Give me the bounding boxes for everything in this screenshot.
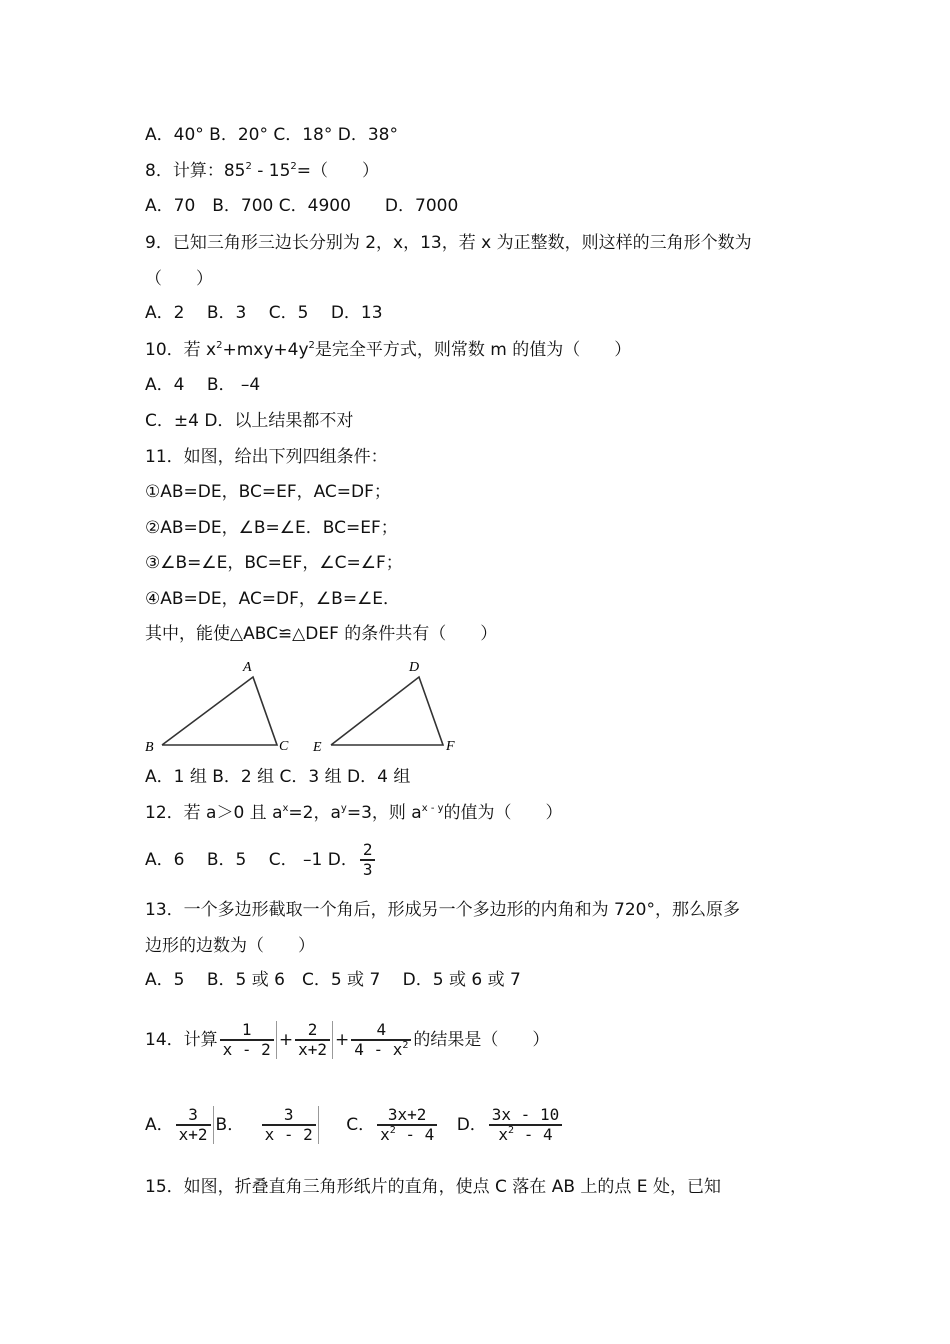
q11-condition-3: ③∠B=∠E，BC=EF，∠C=∠F； xyxy=(145,553,403,573)
fraction-numerator: 4 xyxy=(376,1020,387,1039)
q11-options: A．1 组 B．2 组 C．3 组 D．4 组 xyxy=(145,767,411,787)
exponent: 2 xyxy=(290,161,297,172)
option-a-label: A． xyxy=(145,1115,174,1135)
q12-text-a: 12．若 a＞0 且 a xyxy=(145,803,283,823)
q8-text-c: =（ ） xyxy=(296,161,380,181)
q14-fraction-1 xyxy=(220,1021,277,1059)
q8-stem xyxy=(145,160,379,182)
exponent: 2 xyxy=(308,340,315,351)
option-b-fraction xyxy=(262,1106,319,1144)
q9-options: A．2 B．3 C．5 D．13 xyxy=(145,303,383,323)
q7-options: A．40° B．20° C．18° D．38° xyxy=(145,125,398,145)
label-a: A xyxy=(243,660,252,675)
exponent: 2 xyxy=(508,1125,515,1136)
triangle-abc xyxy=(145,660,289,755)
q11-question: 其中，能使△ABC≌△DEF 的条件共有（ ） xyxy=(145,624,498,644)
q8-options: A．70 B．700 C．4900 D．7000 xyxy=(145,196,459,216)
triangle-def xyxy=(312,660,455,755)
q12-stem xyxy=(145,802,563,824)
exponent-y: y xyxy=(340,803,347,814)
q14-options xyxy=(145,1100,564,1150)
fraction-denominator: x - 2 xyxy=(220,1039,274,1059)
fraction-denominator xyxy=(377,1124,437,1144)
label-f: F xyxy=(446,739,455,754)
fraction-two-thirds xyxy=(360,841,376,879)
q13-stem-2: 边形的边数为（ ） xyxy=(145,936,315,956)
q8-text-a: 8．计算：85 xyxy=(145,161,246,181)
fraction-numerator: 3x - 10 xyxy=(491,1105,560,1124)
fraction-numerator: 2 xyxy=(307,1020,318,1039)
fraction-denominator: 3 xyxy=(360,859,376,879)
fraction-numerator: 3 xyxy=(188,1105,198,1124)
den-text: 4 - x xyxy=(354,1040,403,1059)
exponent-x-minus-y: x - y xyxy=(421,803,444,814)
q10-options-1: A．4 B． –4 xyxy=(145,375,261,395)
q14-fraction-2 xyxy=(295,1021,333,1059)
q10-options-2: C．±4 D．以上结果都不对 xyxy=(145,411,354,431)
q12-text-d: 的值为（ ） xyxy=(443,803,563,823)
q14-stem xyxy=(145,1018,549,1062)
q10-text-c: 是完全平方式，则常数 m 的值为（ ） xyxy=(314,340,632,360)
label-c: C xyxy=(279,739,289,754)
q12-text-c: =3，则 a xyxy=(346,803,422,823)
q9-paren: （ ） xyxy=(145,269,213,289)
q13-options: A．5 B．5 或 6 C．5 或 7 D．5 或 6 或 7 xyxy=(145,970,521,990)
den-tail: - 4 xyxy=(395,1125,435,1144)
option-d-label: D． xyxy=(456,1115,487,1135)
fraction-numerator: 3x+2 xyxy=(387,1105,427,1124)
fraction-denominator: x+2 xyxy=(176,1124,211,1144)
option-c-label: C． xyxy=(346,1115,376,1135)
q14-text-a: 14．计算 xyxy=(145,1030,218,1050)
option-a-fraction xyxy=(176,1106,214,1144)
den-text: x xyxy=(498,1125,509,1144)
q10-text-b: +mxy+4y xyxy=(222,340,309,360)
q12-options-text: A．6 B．5 C． –1 D． xyxy=(145,850,358,870)
plus-sign: + xyxy=(278,1030,294,1050)
option-b-label: B． xyxy=(215,1115,245,1135)
option-c-fraction xyxy=(377,1106,437,1144)
q11-condition-4: ④AB=DE，AC=DF，∠B=∠E． xyxy=(145,589,401,609)
q14-text-b: 的结果是（ ） xyxy=(413,1030,550,1050)
fraction-denominator: x - 2 xyxy=(262,1124,316,1144)
q14-fraction-3 xyxy=(351,1021,411,1059)
den-tail: - 4 xyxy=(514,1125,553,1144)
option-d-fraction xyxy=(489,1106,562,1144)
q9-stem: 9．已知三角形三边长分别为 2，x，13，若 x 为正整数，则这样的三角形个数为 xyxy=(145,233,752,253)
den-text: x xyxy=(380,1125,390,1144)
exponent: 2 xyxy=(402,1040,409,1051)
fraction-numerator: 1 xyxy=(241,1020,252,1039)
exponent: 2 xyxy=(245,161,252,172)
q10-stem xyxy=(145,339,631,361)
label-d: D xyxy=(409,660,420,675)
label-b: B xyxy=(145,740,154,755)
q11-condition-1: ①AB=DE，BC=EF，AC=DF； xyxy=(145,482,391,502)
fraction-numerator: 3 xyxy=(283,1105,294,1124)
q11-condition-2: ②AB=DE，∠B=∠E．BC=EF； xyxy=(145,518,398,538)
triangles-figure xyxy=(145,655,465,755)
q10-text-a: 10．若 x xyxy=(145,340,217,360)
plus-sign: + xyxy=(334,1030,350,1050)
fraction-denominator xyxy=(351,1039,411,1059)
q13-stem: 13．一个多边形截取一个角后，形成另一个多边形的内角和为 720°，那么原多 xyxy=(145,900,740,920)
q11-stem: 11．如图，给出下列四组条件： xyxy=(145,447,388,467)
q12-text-b: =2，a xyxy=(288,803,341,823)
q8-text-b: - 15 xyxy=(251,161,291,181)
fraction-denominator xyxy=(489,1124,562,1144)
exponent-x: x xyxy=(282,803,289,814)
fraction-numerator: 2 xyxy=(362,840,373,859)
label-e: E xyxy=(313,740,322,755)
q15-stem: 15．如图，折叠直角三角形纸片的直角，使点 C 落在 AB 上的点 E 处，已知 xyxy=(145,1177,721,1197)
exponent: 2 xyxy=(216,340,223,351)
exponent: 2 xyxy=(389,1125,396,1136)
q12-options xyxy=(145,840,377,880)
fraction-denominator: x+2 xyxy=(295,1039,330,1059)
